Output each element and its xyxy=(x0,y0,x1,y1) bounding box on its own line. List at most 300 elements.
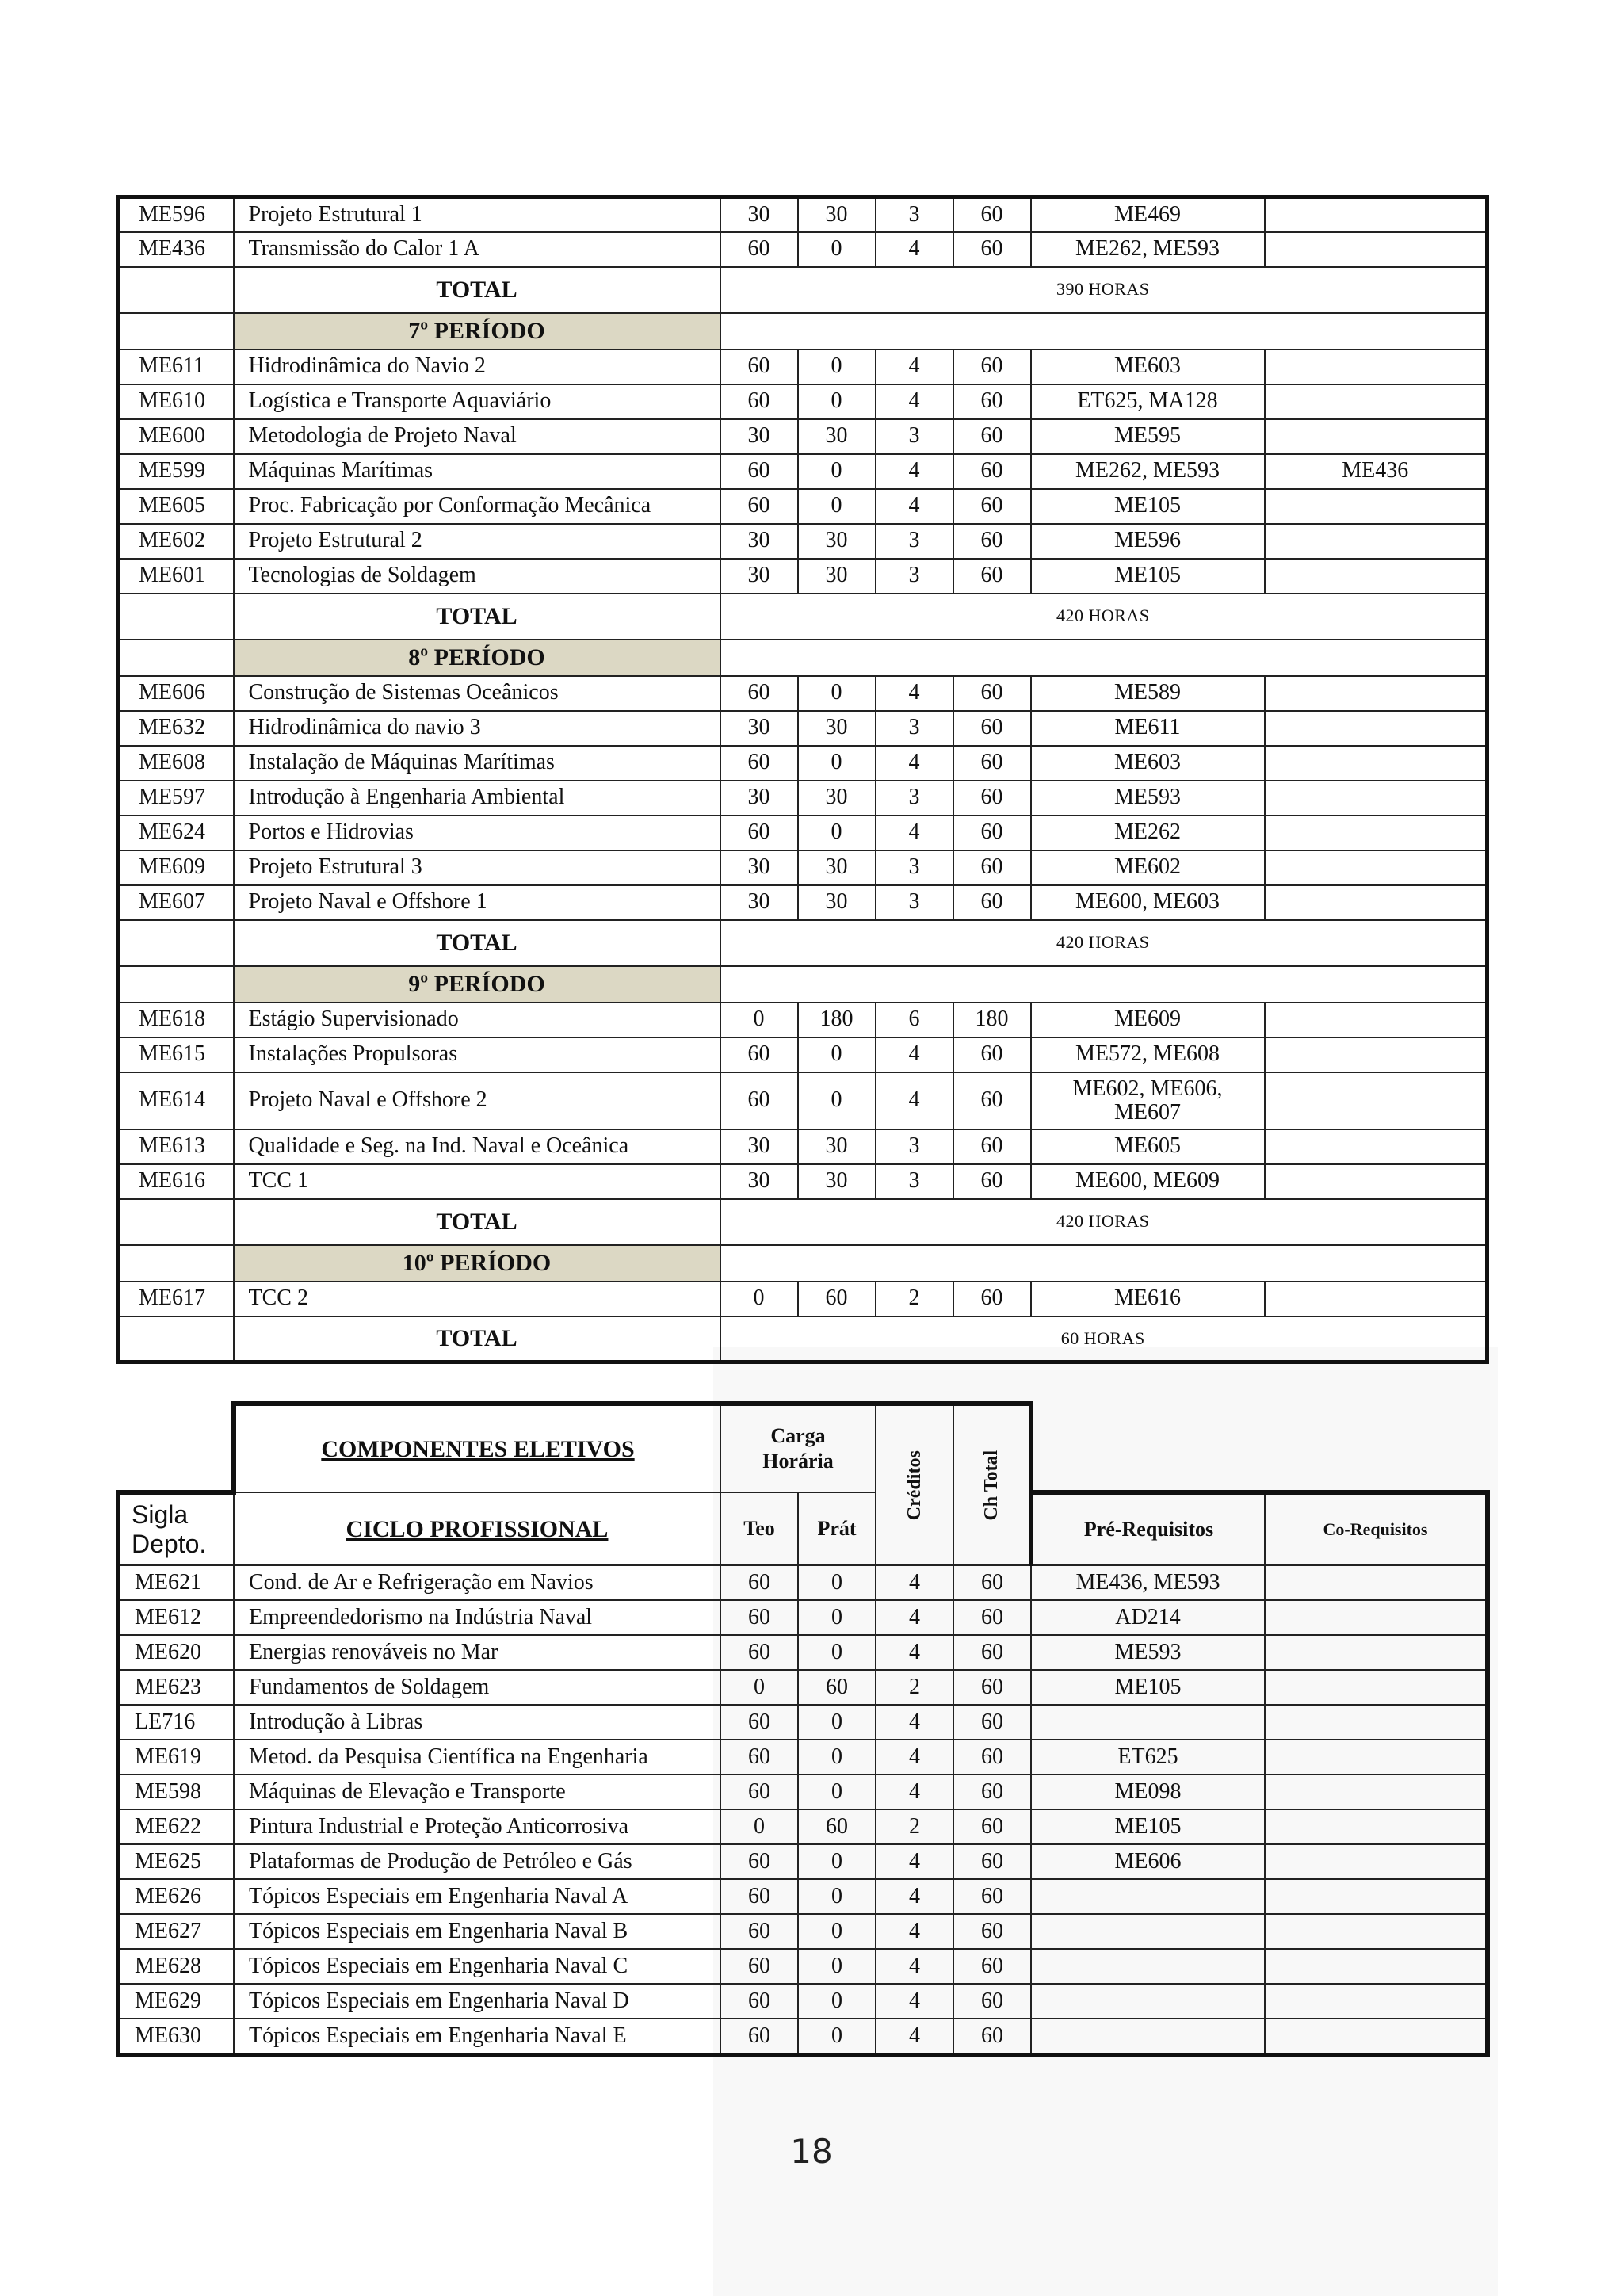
course-prat: 30 xyxy=(798,885,876,920)
elective-row xyxy=(118,1705,1487,1740)
course-prat: 30 xyxy=(798,559,876,594)
elective-corequisites xyxy=(1265,1705,1487,1740)
course-row xyxy=(118,384,1487,419)
course-prat: 30 xyxy=(798,781,876,816)
course-code: ME436 xyxy=(118,232,234,267)
elective-prat: 0 xyxy=(798,1984,876,2019)
elective-ch-total: 60 xyxy=(953,1565,1031,1600)
course-credits: 4 xyxy=(876,816,953,850)
course-teo: 30 xyxy=(720,1164,798,1199)
elective-name: Metod. da Pesquisa Científica na Engenharia xyxy=(234,1740,720,1775)
course-row xyxy=(118,350,1487,384)
course-code: ME615 xyxy=(118,1037,234,1072)
course-credits: 2 xyxy=(876,1282,953,1316)
sigla-label: Sigla xyxy=(132,1500,189,1530)
prat-header: Prát xyxy=(798,1492,876,1565)
teo-header: Teo xyxy=(720,1492,798,1565)
depto-label: Depto. xyxy=(132,1530,207,1558)
elective-credits: 4 xyxy=(876,1705,953,1740)
course-ch-total: 60 xyxy=(953,384,1031,419)
period-blank-cell xyxy=(118,966,234,1003)
elective-row xyxy=(118,1984,1487,2019)
total-row xyxy=(118,1316,1487,1362)
course-teo: 30 xyxy=(720,419,798,454)
period-label: 10º PERÍODO xyxy=(234,1245,720,1282)
elective-corequisites xyxy=(1265,1914,1487,1949)
course-ch-total: 60 xyxy=(953,850,1031,885)
course-corequisites xyxy=(1265,1072,1487,1129)
course-code: ME617 xyxy=(118,1282,234,1316)
elective-teo: 60 xyxy=(720,1844,798,1879)
elective-corequisites xyxy=(1265,1635,1487,1670)
elective-prat: 60 xyxy=(798,1809,876,1844)
elective-credits: 4 xyxy=(876,1775,953,1809)
elective-corequisites xyxy=(1265,1984,1487,2019)
elective-prerequisites: ET625 xyxy=(1031,1740,1265,1775)
course-prat: 0 xyxy=(798,1072,876,1129)
elective-code: ME612 xyxy=(118,1600,234,1635)
course-name: Introdução à Engenharia Ambiental xyxy=(234,781,720,816)
elective-name: Tópicos Especiais em Engenharia Naval E xyxy=(234,2019,720,2055)
period-blank-span xyxy=(720,313,1487,350)
course-credits: 3 xyxy=(876,197,953,232)
course-teo: 30 xyxy=(720,1129,798,1164)
total-blank-cell xyxy=(118,1316,234,1362)
elective-name: Energias renováveis no Mar xyxy=(234,1635,720,1670)
course-name: TCC 1 xyxy=(234,1164,720,1199)
course-row xyxy=(118,419,1487,454)
course-prat: 0 xyxy=(798,384,876,419)
total-row xyxy=(118,920,1487,966)
elective-row xyxy=(118,1600,1487,1635)
elective-row xyxy=(118,1635,1487,1670)
elective-prerequisites xyxy=(1031,1879,1265,1914)
course-corequisites xyxy=(1265,489,1487,524)
elective-row xyxy=(118,1949,1487,1984)
course-prerequisites xyxy=(1031,1072,1265,1129)
course-teo: 60 xyxy=(720,232,798,267)
elective-ch-total: 60 xyxy=(953,1949,1031,1984)
elective-teo: 60 xyxy=(720,1600,798,1635)
course-prerequisites: ME595 xyxy=(1031,419,1265,454)
elective-prat: 0 xyxy=(798,1600,876,1635)
elective-name: Máquinas de Elevação e Transporte xyxy=(234,1775,720,1809)
total-row xyxy=(118,594,1487,640)
elective-row xyxy=(118,1775,1487,1809)
course-credits: 4 xyxy=(876,1037,953,1072)
elective-teo: 60 xyxy=(720,1984,798,2019)
course-prerequisites: ME105 xyxy=(1031,489,1265,524)
elective-prat: 0 xyxy=(798,1914,876,1949)
elective-credits: 4 xyxy=(876,1984,953,2019)
course-name: Hidrodinâmica do navio 3 xyxy=(234,711,720,746)
period-label: 7º PERÍODO xyxy=(234,313,720,350)
elective-corequisites xyxy=(1265,1670,1487,1705)
course-name: Logística e Transporte Aquaviário xyxy=(234,384,720,419)
course-prat: 0 xyxy=(798,746,876,781)
elective-ch-total: 60 xyxy=(953,1635,1031,1670)
course-prerequisites: ME616 xyxy=(1031,1282,1265,1316)
course-credits: 4 xyxy=(876,350,953,384)
course-code: ME614 xyxy=(118,1072,234,1129)
elective-prat: 0 xyxy=(798,1705,876,1740)
course-row xyxy=(118,850,1487,885)
course-teo: 0 xyxy=(720,1003,798,1037)
elective-name: Empreendedorismo na Indústria Naval xyxy=(234,1600,720,1635)
elective-code: ME623 xyxy=(118,1670,234,1705)
course-corequisites xyxy=(1265,885,1487,920)
elective-prat: 0 xyxy=(798,1635,876,1670)
course-corequisites xyxy=(1265,746,1487,781)
course-prat: 30 xyxy=(798,711,876,746)
course-teo: 30 xyxy=(720,559,798,594)
course-row xyxy=(118,454,1487,489)
elective-code: ME629 xyxy=(118,1984,234,2019)
course-prerequisites: ME593 xyxy=(1031,781,1265,816)
elective-code: ME627 xyxy=(118,1914,234,1949)
elective-code: ME620 xyxy=(118,1635,234,1670)
course-credits: 3 xyxy=(876,524,953,559)
elective-code: ME630 xyxy=(118,2019,234,2055)
total-hours: 420 HORAS xyxy=(720,1199,1487,1245)
course-prat: 0 xyxy=(798,676,876,711)
course-row xyxy=(118,1129,1487,1164)
elective-prerequisites: ME098 xyxy=(1031,1775,1265,1809)
course-prat: 0 xyxy=(798,489,876,524)
course-credits: 3 xyxy=(876,1129,953,1164)
course-credits: 3 xyxy=(876,1164,953,1199)
elective-corequisites xyxy=(1265,1844,1487,1879)
course-credits: 4 xyxy=(876,676,953,711)
co-requisitos-header: Co-Requisitos xyxy=(1265,1492,1487,1565)
elective-prerequisites: ME105 xyxy=(1031,1670,1265,1705)
elective-teo: 60 xyxy=(720,1565,798,1600)
total-hours: 420 HORAS xyxy=(720,920,1487,966)
course-row xyxy=(118,676,1487,711)
course-prat: 30 xyxy=(798,1129,876,1164)
elective-row xyxy=(118,1844,1487,1879)
course-name: Hidrodinâmica do Navio 2 xyxy=(234,350,720,384)
course-name: Projeto Estrutural 1 xyxy=(234,197,720,232)
course-teo: 30 xyxy=(720,850,798,885)
elective-prat: 0 xyxy=(798,1775,876,1809)
course-corequisites xyxy=(1265,524,1487,559)
elective-code: ME625 xyxy=(118,1844,234,1879)
course-corequisites xyxy=(1265,1164,1487,1199)
elective-corequisites xyxy=(1265,1949,1487,1984)
elective-corequisites xyxy=(1265,1809,1487,1844)
course-corequisites xyxy=(1265,850,1487,885)
course-ch-total: 60 xyxy=(953,1129,1031,1164)
course-ch-total: 60 xyxy=(953,454,1031,489)
elective-code: ME598 xyxy=(118,1775,234,1809)
elective-prat: 0 xyxy=(798,1949,876,1984)
total-label: TOTAL xyxy=(234,920,720,966)
course-prat: 60 xyxy=(798,1282,876,1316)
total-hours: 420 HORAS xyxy=(720,594,1487,640)
elective-ch-total: 60 xyxy=(953,2019,1031,2055)
elective-name: Tópicos Especiais em Engenharia Naval C xyxy=(234,1949,720,1984)
period-row xyxy=(118,966,1487,1003)
period-blank-cell xyxy=(118,640,234,676)
pre-requisitos-header: Pré-Requisitos xyxy=(1031,1492,1265,1565)
electives-title: COMPONENTES ELETIVOS xyxy=(234,1404,720,1492)
course-code: ME605 xyxy=(118,489,234,524)
elective-prat: 0 xyxy=(798,2019,876,2055)
course-prat: 0 xyxy=(798,350,876,384)
course-code: ME611 xyxy=(118,350,234,384)
elective-row xyxy=(118,1565,1487,1600)
elective-prat: 0 xyxy=(798,1740,876,1775)
elective-teo: 60 xyxy=(720,2019,798,2055)
course-credits: 3 xyxy=(876,419,953,454)
total-label: TOTAL xyxy=(234,594,720,640)
course-code: ME632 xyxy=(118,711,234,746)
course-prerequisites: ME603 xyxy=(1031,350,1265,384)
course-ch-total: 60 xyxy=(953,350,1031,384)
period-row xyxy=(118,1245,1487,1282)
course-ch-total: 180 xyxy=(953,1003,1031,1037)
course-corequisites xyxy=(1265,384,1487,419)
elective-teo: 60 xyxy=(720,1705,798,1740)
elective-row xyxy=(118,1670,1487,1705)
header-spacer xyxy=(118,1404,234,1492)
course-teo: 30 xyxy=(720,711,798,746)
course-teo: 30 xyxy=(720,781,798,816)
period-blank-cell xyxy=(118,313,234,350)
elective-credits: 4 xyxy=(876,1600,953,1635)
course-corequisites xyxy=(1265,676,1487,711)
total-hours: 60 HORAS xyxy=(720,1316,1487,1362)
course-row xyxy=(118,489,1487,524)
course-code: ME601 xyxy=(118,559,234,594)
elective-ch-total: 60 xyxy=(953,1740,1031,1775)
elective-ch-total: 60 xyxy=(953,1879,1031,1914)
elective-row xyxy=(118,1740,1487,1775)
elective-prerequisites xyxy=(1031,1949,1265,1984)
course-ch-total: 60 xyxy=(953,1164,1031,1199)
course-teo: 60 xyxy=(720,489,798,524)
elective-row xyxy=(118,2019,1487,2055)
sigla-depto-header xyxy=(118,1492,234,1565)
course-code: ME609 xyxy=(118,850,234,885)
course-prerequisites: ME600, ME603 xyxy=(1031,885,1265,920)
course-prerequisites: ME589 xyxy=(1031,676,1265,711)
course-prerequisites: ME609 xyxy=(1031,1003,1265,1037)
course-name: Projeto Naval e Offshore 2 xyxy=(234,1072,720,1129)
course-name: TCC 2 xyxy=(234,1282,720,1316)
course-prerequisites: ME262 xyxy=(1031,816,1265,850)
header-spacer-right xyxy=(1031,1404,1487,1492)
course-teo: 60 xyxy=(720,746,798,781)
elective-teo: 60 xyxy=(720,1775,798,1809)
course-name: Transmissão do Calor 1 A xyxy=(234,232,720,267)
course-ch-total: 60 xyxy=(953,1072,1031,1129)
course-credits: 6 xyxy=(876,1003,953,1037)
elective-name: Fundamentos de Soldagem xyxy=(234,1670,720,1705)
elective-corequisites xyxy=(1265,1879,1487,1914)
course-row xyxy=(118,197,1487,232)
course-name: Instalação de Máquinas Marítimas xyxy=(234,746,720,781)
course-code: ME602 xyxy=(118,524,234,559)
elective-teo: 0 xyxy=(720,1809,798,1844)
course-credits: 3 xyxy=(876,559,953,594)
course-teo: 60 xyxy=(720,350,798,384)
course-credits: 4 xyxy=(876,489,953,524)
course-teo: 60 xyxy=(720,454,798,489)
course-teo: 60 xyxy=(720,816,798,850)
course-teo: 60 xyxy=(720,676,798,711)
course-name: Proc. Fabricação por Conformação Mecânica xyxy=(234,489,720,524)
course-prerequisites: ME603 xyxy=(1031,746,1265,781)
course-credits: 4 xyxy=(876,1072,953,1129)
course-row xyxy=(118,711,1487,746)
course-prerequisites: ME469 xyxy=(1031,197,1265,232)
total-row xyxy=(118,267,1487,313)
elective-teo: 0 xyxy=(720,1670,798,1705)
course-corequisites: ME436 xyxy=(1265,454,1487,489)
course-row xyxy=(118,1037,1487,1072)
elective-ch-total: 60 xyxy=(953,1670,1031,1705)
course-name: Portos e Hidrovias xyxy=(234,816,720,850)
course-row xyxy=(118,781,1487,816)
course-corequisites xyxy=(1265,559,1487,594)
elective-prat: 0 xyxy=(798,1565,876,1600)
course-code: ME599 xyxy=(118,454,234,489)
course-name: Instalações Propulsoras xyxy=(234,1037,720,1072)
elective-credits: 2 xyxy=(876,1670,953,1705)
course-ch-total: 60 xyxy=(953,1282,1031,1316)
course-name: Tecnologias de Soldagem xyxy=(234,559,720,594)
elective-ch-total: 60 xyxy=(953,1844,1031,1879)
period-blank-cell xyxy=(118,1245,234,1282)
elective-teo: 60 xyxy=(720,1914,798,1949)
course-row xyxy=(118,1164,1487,1199)
total-blank-cell xyxy=(118,267,234,313)
elective-ch-total: 60 xyxy=(953,1984,1031,2019)
course-name: Estágio Supervisionado xyxy=(234,1003,720,1037)
course-ch-total: 60 xyxy=(953,781,1031,816)
course-ch-total: 60 xyxy=(953,232,1031,267)
elective-credits: 4 xyxy=(876,1949,953,1984)
course-prerequisites: ME611 xyxy=(1031,711,1265,746)
elective-teo: 60 xyxy=(720,1879,798,1914)
elective-credits: 4 xyxy=(876,1635,953,1670)
course-code: ME613 xyxy=(118,1129,234,1164)
course-prat: 0 xyxy=(798,232,876,267)
total-blank-cell xyxy=(118,1199,234,1245)
course-prerequisites: ME262, ME593 xyxy=(1031,454,1265,489)
course-corequisites xyxy=(1265,197,1487,232)
elective-corequisites xyxy=(1265,1775,1487,1809)
elective-prerequisites: ME436, ME593 xyxy=(1031,1565,1265,1600)
elective-ch-total: 60 xyxy=(953,1600,1031,1635)
elective-code: ME622 xyxy=(118,1809,234,1844)
period-label: 9º PERÍODO xyxy=(234,966,720,1003)
elective-ch-total: 60 xyxy=(953,1705,1031,1740)
elective-name: Tópicos Especiais em Engenharia Naval D xyxy=(234,1984,720,2019)
elective-prerequisites xyxy=(1031,2019,1265,2055)
course-corequisites xyxy=(1265,232,1487,267)
course-credits: 3 xyxy=(876,711,953,746)
elective-prerequisites: ME593 xyxy=(1031,1635,1265,1670)
course-prat: 30 xyxy=(798,197,876,232)
course-teo: 0 xyxy=(720,1282,798,1316)
course-code: ME600 xyxy=(118,419,234,454)
elective-ch-total: 60 xyxy=(953,1809,1031,1844)
course-prat: 180 xyxy=(798,1003,876,1037)
course-prerequisites: ME596 xyxy=(1031,524,1265,559)
elective-corequisites xyxy=(1265,1740,1487,1775)
course-prat: 0 xyxy=(798,816,876,850)
elective-prerequisites: ME606 xyxy=(1031,1844,1265,1879)
course-credits: 4 xyxy=(876,454,953,489)
course-ch-total: 60 xyxy=(953,676,1031,711)
course-corequisites xyxy=(1265,1129,1487,1164)
elective-prerequisites: AD214 xyxy=(1031,1600,1265,1635)
elective-corequisites xyxy=(1265,2019,1487,2055)
course-ch-total: 60 xyxy=(953,885,1031,920)
course-prerequisites: ME605 xyxy=(1031,1129,1265,1164)
course-teo: 60 xyxy=(720,1037,798,1072)
elective-code: ME626 xyxy=(118,1879,234,1914)
course-row xyxy=(118,559,1487,594)
total-row xyxy=(118,1199,1487,1245)
course-code: ME596 xyxy=(118,197,234,232)
elective-name: Tópicos Especiais em Engenharia Naval B xyxy=(234,1914,720,1949)
elective-name: Pintura Industrial e Proteção Anticorrosiva xyxy=(234,1809,720,1844)
course-ch-total: 60 xyxy=(953,197,1031,232)
total-hours: 390 HORAS xyxy=(720,267,1487,313)
course-ch-total: 60 xyxy=(953,746,1031,781)
course-prerequisites: ET625, MA128 xyxy=(1031,384,1265,419)
elective-code: ME621 xyxy=(118,1565,234,1600)
elective-prat: 0 xyxy=(798,1879,876,1914)
course-row xyxy=(118,885,1487,920)
course-code: ME597 xyxy=(118,781,234,816)
course-prat: 30 xyxy=(798,850,876,885)
course-corequisites xyxy=(1265,816,1487,850)
period-blank-span xyxy=(720,1245,1487,1282)
course-credits: 3 xyxy=(876,885,953,920)
prerequisites-line-1: ME602, ME606, xyxy=(1072,1076,1223,1102)
course-code: ME606 xyxy=(118,676,234,711)
course-prat: 30 xyxy=(798,419,876,454)
course-name: Projeto Estrutural 2 xyxy=(234,524,720,559)
course-prerequisites: ME600, ME609 xyxy=(1031,1164,1265,1199)
course-teo: 60 xyxy=(720,384,798,419)
course-credits: 4 xyxy=(876,746,953,781)
course-prerequisites: ME602 xyxy=(1031,850,1265,885)
total-blank-cell xyxy=(118,920,234,966)
course-ch-total: 60 xyxy=(953,419,1031,454)
course-prerequisites: ME572, ME608 xyxy=(1031,1037,1265,1072)
course-name: Qualidade e Seg. na Ind. Naval e Oceânica xyxy=(234,1129,720,1164)
course-row xyxy=(118,816,1487,850)
elective-prat: 0 xyxy=(798,1844,876,1879)
course-name: Projeto Estrutural 3 xyxy=(234,850,720,885)
course-prat: 30 xyxy=(798,524,876,559)
course-teo: 60 xyxy=(720,1072,798,1129)
elective-prat: 60 xyxy=(798,1670,876,1705)
elective-teo: 60 xyxy=(720,1740,798,1775)
elective-ch-total: 60 xyxy=(953,1914,1031,1949)
course-code: ME618 xyxy=(118,1003,234,1037)
course-ch-total: 60 xyxy=(953,816,1031,850)
course-teo: 30 xyxy=(720,197,798,232)
course-row xyxy=(118,1282,1487,1316)
course-corequisites xyxy=(1265,781,1487,816)
